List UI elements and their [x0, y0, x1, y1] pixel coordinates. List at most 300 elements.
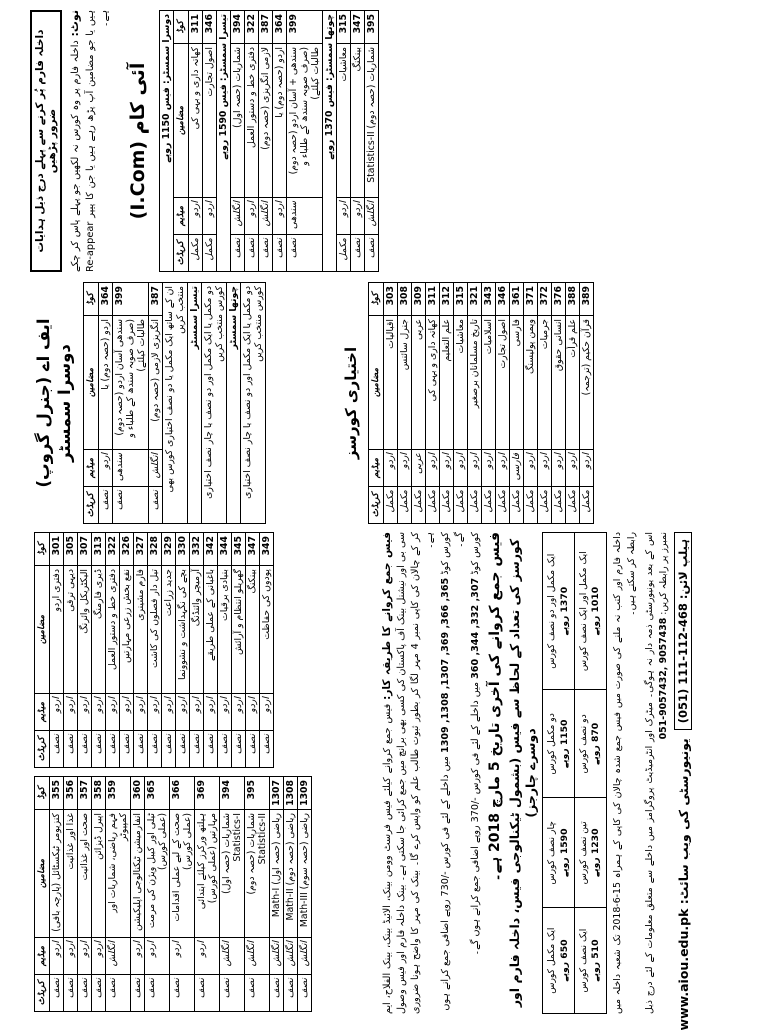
course-subject: گھریلو انتظام و آرائش: [232, 566, 246, 694]
course-subject: غذا اور غذائیت: [64, 810, 78, 938]
course-credit: نصف: [149, 487, 163, 524]
extra-fee-730-post: میں داخلے کے لئے فی کورس -/730 روپے اضافی جمع کرانے ہوں گے۔: [439, 532, 465, 1011]
course-subject: شماریات (حصہ اول): [231, 44, 245, 198]
table-row: [50, 533, 64, 768]
course-code: 364: [99, 283, 113, 316]
course-code: 327: [134, 533, 148, 566]
course-medium: اردو: [131, 938, 145, 975]
course-credit: نصف: [78, 975, 92, 1012]
table-row: [134, 533, 148, 768]
course-medium: اردو: [189, 198, 203, 235]
course-code: 388: [566, 283, 580, 316]
course-medium: سندھی: [113, 450, 149, 487]
course-credit: نصف: [273, 235, 287, 272]
course-code: 399: [287, 11, 323, 44]
course-subject: اردو (حصہ دوم) یا: [273, 44, 287, 198]
course-credit: مکمل: [412, 487, 426, 524]
merged-note-row: دو مکمل یا ایک مکمل اور دو نصف یا چار نصف اختیاری کورس منتخب کریں: [241, 283, 266, 524]
course-credit: نصف: [365, 235, 379, 272]
course-medium: اردو: [468, 450, 482, 487]
course-code: 344: [218, 533, 232, 566]
course-code: 359: [106, 777, 131, 810]
table-row: [195, 777, 220, 1012]
table-row: [482, 283, 496, 524]
course-code: 355: [50, 777, 64, 810]
extra-fee-370-pre: کورس کوڈ: [469, 532, 481, 575]
course-credit: مکمل: [496, 487, 510, 524]
table-row: [440, 283, 454, 524]
course-medium: اردو: [524, 450, 538, 487]
table-row: [64, 533, 78, 768]
course-medium: اردو: [384, 450, 398, 487]
fee-section: [380, 532, 692, 1030]
course-credit: نصف: [134, 731, 148, 768]
course-subject: معاشیات: [337, 44, 351, 198]
course-medium: اردو: [106, 694, 120, 731]
table-row: [92, 533, 106, 768]
course-credit: نصف: [260, 731, 274, 768]
course-code: 395: [245, 777, 270, 810]
semester-bar: دوسرا سمسٹر: فیس 1150 روپے: [160, 11, 174, 272]
header-row: [369, 283, 384, 524]
course-credit: نصف: [145, 975, 170, 1012]
course-code: 309: [412, 283, 426, 316]
course-credit: مکمل: [566, 487, 580, 524]
course-subject: جنرل سائنس: [398, 316, 412, 450]
column-header: میڈیم: [35, 938, 50, 975]
course-code: 328: [148, 533, 162, 566]
course-code: 387: [259, 11, 273, 44]
fa-semester-table: [83, 282, 266, 524]
course-credit: نصف: [195, 975, 220, 1012]
course-code: 394: [220, 777, 245, 810]
course-code: 366: [170, 777, 195, 810]
course-code: 358: [92, 777, 106, 810]
course-credit: نصف: [113, 487, 149, 524]
course-code: 360: [131, 777, 145, 810]
course-medium: اردو: [337, 198, 351, 235]
course-subject: دفتری خط و دستور العمل: [245, 44, 259, 198]
table-row: [220, 777, 245, 1012]
course-code: 301: [50, 533, 64, 566]
header-row: [35, 533, 50, 768]
course-subject: صحت اور غذائیت: [78, 810, 92, 938]
website-label: یونیورسٹی کی ویب سائٹ:: [675, 738, 691, 905]
course-medium: اردو: [218, 694, 232, 731]
course-subject: بنیادی برقیات: [218, 566, 232, 694]
course-subject: اصول تجارت: [496, 316, 510, 450]
course-credit: نصف: [148, 731, 162, 768]
table-row: [246, 533, 260, 768]
course-medium: اردو: [195, 938, 220, 975]
table-row: [245, 11, 259, 272]
semester-bar: تیسرا سمسٹر: [188, 283, 202, 524]
contact-row: [674, 532, 692, 1030]
course-medium: اردو: [78, 938, 92, 975]
table-row: [176, 533, 190, 768]
course-medium: اردو: [398, 450, 412, 487]
table-row: [398, 283, 412, 524]
column-header: میڈیم: [35, 694, 50, 731]
course-credit: نصف: [64, 975, 78, 1012]
course-subject: فارسی: [510, 316, 524, 450]
table-row: [284, 777, 298, 1012]
course-subject: انفارمیشن ٹیکنالوجی اپلیکیشن: [131, 810, 145, 938]
course-subject: شماریات (حصہ اول) Statistics-I: [220, 810, 245, 938]
course-credit: نصف: [106, 731, 120, 768]
course-subject: اپیرل ڈیزائن: [92, 810, 106, 938]
course-credit: نصف: [259, 235, 273, 272]
course-medium: اردو: [204, 694, 218, 731]
table-row: [218, 533, 232, 768]
course-credit: مکمل: [440, 487, 454, 524]
note-text: داخلہ فارم پر وہ کورس نہ لکھیں جو پہلے پاس کر چکے ہیں یا جو مضامین آپ پڑھ رہے ہیں یا جن کا پیپر Re-appear ہے۔: [70, 10, 111, 272]
optional-full-credit-table: [368, 282, 594, 524]
course-code: 326: [120, 533, 134, 566]
course-medium: انگلش: [298, 938, 312, 975]
course-medium: انگلش: [231, 198, 245, 235]
course-credit: نصف: [176, 731, 190, 768]
course-code: 1309: [298, 777, 312, 810]
course-medium: انگلش: [149, 450, 163, 487]
course-credit: نصف: [92, 975, 106, 1012]
fa-title: [34, 282, 75, 524]
course-code: 356: [64, 777, 78, 810]
extra-fee-370-line: [469, 532, 483, 1014]
course-medium: سندھی: [287, 198, 323, 235]
course-medium: اردو: [260, 694, 274, 731]
column-header: کوڈ: [35, 777, 50, 810]
table-row: [92, 777, 106, 1012]
course-code: 315: [337, 11, 351, 44]
website-line: [676, 738, 691, 1030]
course-medium: اردو: [351, 198, 365, 235]
course-subject: جدید زراعت: [162, 566, 176, 694]
course-credit: مکمل: [426, 487, 440, 524]
course-code: 346: [496, 283, 510, 316]
table-row: [50, 777, 64, 1012]
course-medium: انگلش: [365, 198, 379, 235]
table-row: [149, 283, 163, 524]
course-subject: اقبالیات: [384, 316, 398, 450]
course-medium: اردو: [232, 694, 246, 731]
course-credit: نصف: [170, 975, 195, 1012]
course-medium: اردو: [120, 694, 134, 731]
semester-bar: چوتھا سمسٹر: فیس 1370 روپے: [323, 11, 337, 272]
table-row: [78, 777, 92, 1012]
course-credit: نصف: [106, 975, 131, 1012]
course-code: 311: [426, 283, 440, 316]
course-subject: تاریخ مسلمانان برصغیر: [468, 316, 482, 450]
course-code: 1308: [284, 777, 298, 810]
column-header: کوڈ: [84, 283, 99, 316]
instructions-icom-column: [30, 10, 379, 272]
column-header: کریڈٹ: [35, 975, 50, 1012]
course-code: 313: [92, 533, 106, 566]
course-code: 394: [231, 11, 245, 44]
course-subject: دیہی ترقی: [64, 566, 78, 694]
course-credit: مکمل: [468, 487, 482, 524]
course-subject: الیکٹریکل وائرنگ: [78, 566, 92, 694]
table-row: [259, 11, 273, 272]
course-credit: مکمل: [538, 487, 552, 524]
course-subject: دفتری اردو: [50, 566, 64, 694]
course-code: 389: [580, 283, 594, 316]
course-medium: اردو: [552, 450, 566, 487]
course-credit: مکمل: [552, 487, 566, 524]
fee-cell: ایک مکمل اور دو نصف کورس 1370 روپے: [543, 533, 575, 690]
course-code: 371: [524, 283, 538, 316]
table-row: [412, 283, 426, 524]
course-credit: مکمل: [384, 487, 398, 524]
course-medium: اردو: [92, 938, 106, 975]
fee-cell: دو نصف کورس 870 روپے: [575, 690, 607, 798]
table-row: [231, 11, 245, 272]
course-subject: جرمیات: [538, 316, 552, 450]
course-subject: علم التعلیم: [440, 316, 454, 450]
fa-title-line1: ایف اے (جنرل گروپ): [34, 318, 53, 488]
extra-fee-730-codes: 365, 366, 369, 1307, 1308, 1309: [439, 577, 451, 753]
table-row: [454, 283, 468, 524]
course-subject: تیل دار فصلوں کی کاشت: [148, 566, 162, 694]
course-subject: سندھی + آسان اردو (حصہ دوم) (صرف صوبہ سندھ کے طلباء و طالبات کیلئے): [287, 44, 323, 198]
course-medium: اردو: [454, 450, 468, 487]
table-row: [384, 283, 398, 524]
course-subject: انسانی حقوق: [552, 316, 566, 450]
column-header: کوڈ: [174, 11, 189, 44]
course-subject: بچے کی نگہداشت و نشوونما: [176, 566, 190, 694]
course-subject: ڈیری فارمنگ: [92, 566, 106, 694]
column-header: کریڈٹ: [369, 487, 384, 524]
table-row: [203, 11, 217, 272]
course-medium: اردو: [148, 694, 162, 731]
column-header: مضامین: [84, 316, 99, 450]
course-subject: اصول تجارت: [203, 44, 217, 198]
table-row: [232, 533, 246, 768]
fee-deadline: فیس جمع کروانے کی آخری تاریخ 5 مارچ 2018 ہے۔: [486, 532, 503, 882]
fee-method-lead: فیس جمع کروانے کا طریقہ کار:: [381, 532, 393, 700]
course-subject: باغبانی کے عملی طریقے: [204, 566, 218, 694]
fee-method-text: فیس جمع کروانے کیلئے فیس فرسٹ وومن بینک، الائیڈ بینک، بینک الفلاح، ایم سی بی اور نیشنل بینک آف پاکستان کی کسی بھی برانچ میں جمع کرائی جا سکتی ہے۔ بینک داخلہ فارم اور فیس وصول کر کے چالان کی کاپی نمبر 4 مہر لگا کر بطور ثبوت طالب علم کو واپس کرے گا۔ بینک کی مہر کا واضح ہونا ضروری ہے۔: [382, 532, 436, 1014]
course-medium: انگلش: [259, 198, 273, 235]
course-subject: صحت کے لیے عملی اقدامات (عملی کورس): [170, 810, 195, 938]
course-credit: نصف: [131, 975, 145, 1012]
course-code: 305: [64, 533, 78, 566]
table-row: [170, 777, 195, 1012]
optional-half-table-b: [34, 776, 312, 1012]
course-code: 342: [204, 533, 218, 566]
column-header: میڈیم: [174, 198, 189, 235]
course-credit: نصف: [298, 975, 312, 1012]
course-medium: اردو: [50, 694, 64, 731]
helpline-label: ہیلپ لائن:: [676, 539, 691, 600]
table-row: [113, 283, 149, 524]
course-credit: نصف: [92, 731, 106, 768]
column-header: مضامین: [174, 44, 189, 198]
course-medium: اردو: [64, 938, 78, 975]
course-code: 322: [106, 533, 120, 566]
table-row: [468, 283, 482, 524]
table-row: [580, 283, 594, 524]
course-credit: نصف: [231, 235, 245, 272]
course-subject: بینکنگ: [351, 44, 365, 198]
course-credit: نصف: [99, 487, 113, 524]
course-code: 307: [78, 533, 92, 566]
helpline-box: [674, 532, 692, 730]
column-header: مضامین: [35, 810, 50, 938]
contact-phone-numbers: 051-9057432, 9057438: [658, 617, 670, 740]
course-medium: اردو: [482, 450, 496, 487]
course-code: 365: [145, 777, 170, 810]
fee-row: [575, 533, 607, 1014]
course-subject: ریاضی (حصہ اول) Math-I: [270, 810, 284, 938]
course-subject: کھاتہ داری و بہی کی: [426, 316, 440, 450]
table-row: [552, 283, 566, 524]
fee-amount-table: [542, 532, 607, 1014]
table-row: [190, 533, 204, 768]
course-subject: قرآن حکیم (ترجمہ): [580, 316, 594, 450]
table-row: [510, 283, 524, 524]
course-medium: اردو: [176, 694, 190, 731]
column-header: کوڈ: [35, 533, 50, 566]
course-medium: اردو: [538, 450, 552, 487]
fee-row: [543, 533, 575, 1014]
course-credit: مکمل: [524, 487, 538, 524]
course-medium: اردو: [580, 450, 594, 487]
course-code: 347: [351, 11, 365, 44]
course-credit: نصف: [64, 731, 78, 768]
table-row: [566, 283, 580, 524]
course-subject: فہم ریاضی، شماریات اور کمپیوٹر: [106, 810, 131, 938]
table-row: [260, 533, 274, 768]
course-subject: عربی: [412, 316, 426, 450]
course-subject: شماریات (حصہ دوم) Statistics-II: [245, 810, 270, 938]
course-medium: اردو: [92, 694, 106, 731]
course-code: 332: [190, 533, 204, 566]
table-row: [189, 11, 203, 272]
course-code: 303: [384, 283, 398, 316]
course-subject: ہیلتھ ورکرز کیلئے ابتدائی مہارتیں (عملی کورس): [195, 810, 220, 938]
course-code: 372: [538, 283, 552, 316]
fee-cell: ایک مکمل کورس 650 روپے: [543, 908, 575, 1014]
bottom-note-2-text: اس کے بعد یونیورسٹی ذمہ دار نہ ہوگی۔ میٹرک اور انٹرمیڈیٹ پروگرامز میں داخلے سے متعلق معلومات کے لئے درج ذیل نمبرز پر رابطہ کریں:: [644, 532, 670, 1014]
course-subject: علم قرأت: [566, 316, 580, 450]
course-credit: نصف: [78, 731, 92, 768]
course-subject: آرمیچر وائنڈنگ: [190, 566, 204, 694]
table-row: [365, 11, 379, 272]
course-subject: اردو (حصہ دوم) یا: [99, 316, 113, 450]
semester-bar: چوتھا سمسٹر: [227, 283, 241, 524]
table-row: [204, 533, 218, 768]
course-code: 315: [454, 283, 468, 316]
course-code: 329: [162, 533, 176, 566]
table-row: [78, 533, 92, 768]
optional-courses-title: اختیاری کورسز: [342, 346, 360, 460]
bottom-note-1: داخلہ فارم اور کتب نہ ملنے کی صورت میں فیس جمع شدہ چالان کی کاپی کے ہمراہ 15-6-2018 تک شعبہ داخلہ میں رابطہ کر سکتے ہیں۔: [611, 532, 637, 1014]
course-medium: اردو: [50, 938, 64, 975]
course-code: 364: [273, 11, 287, 44]
table-row: [148, 533, 162, 768]
extra-fee-370-codes: 307, 332, 344, 360: [469, 577, 481, 679]
course-medium: اردو: [78, 694, 92, 731]
course-credit: نصف: [120, 731, 134, 768]
fee-cell: دو مکمل کورس 1150 روپے: [543, 690, 575, 798]
course-credit: مکمل: [203, 235, 217, 272]
course-code: 346: [203, 11, 217, 44]
note-paragraph: [67, 10, 113, 272]
course-credit: نصف: [245, 235, 259, 272]
course-medium: اردو: [426, 450, 440, 487]
table-row: [298, 777, 312, 1012]
course-credit: مکمل: [189, 235, 203, 272]
course-medium: اردو: [566, 450, 580, 487]
course-credit: نصف: [232, 731, 246, 768]
icom-semester-table: [159, 10, 379, 272]
course-credit: مکمل: [482, 487, 496, 524]
course-subject: دفتری خط و دستور العمل: [106, 566, 120, 694]
course-code: 357: [78, 777, 92, 810]
extra-fee-370-post: میں داخلے کے لئے فی کورس -/370 روپے اضافی جمع کرانے ہوں گے۔: [469, 681, 481, 956]
table-row: [131, 777, 145, 1012]
course-subject: نفع بخش زرعی مہارتیں: [120, 566, 134, 694]
table-row: [99, 283, 113, 524]
course-subject: معاشیات: [454, 316, 468, 450]
course-credit: نصف: [245, 975, 270, 1012]
course-code: 311: [189, 11, 203, 44]
course-code: 312: [440, 283, 454, 316]
course-credit: نصف: [220, 975, 245, 1012]
fee-cell: چار نصف کورس 1590 روپے: [543, 798, 575, 908]
course-subject: فارم مشینری: [134, 566, 148, 694]
course-subject: انگریزی لازمی (حصہ دوم): [149, 316, 163, 450]
course-medium: عربی: [412, 450, 426, 487]
course-credit: مکمل: [398, 487, 412, 524]
course-medium: اردو: [273, 198, 287, 235]
course-medium: اردو: [145, 938, 170, 975]
table-row: [106, 533, 120, 768]
header-row: [174, 11, 189, 272]
table-row: [145, 777, 170, 1012]
course-medium: اردو: [190, 694, 204, 731]
course-code: 330: [176, 533, 190, 566]
course-credit: نصف: [50, 731, 64, 768]
course-code: 308: [398, 283, 412, 316]
table-row: [538, 283, 552, 524]
course-credit: مکمل: [510, 487, 524, 524]
course-subject: پودوں کی حفاظت: [260, 566, 274, 694]
table-row: [245, 777, 270, 1012]
table-row: [270, 777, 284, 1012]
course-code: 322: [245, 11, 259, 44]
course-medium: انگلش: [245, 938, 270, 975]
course-code: 395: [365, 11, 379, 44]
table-row: [162, 533, 176, 768]
extra-fee-730-line: [439, 532, 467, 1014]
course-medium: اردو: [245, 198, 259, 235]
icom-title: آئی کام (I.Com): [127, 62, 150, 220]
table-row: [273, 11, 287, 272]
column-header: کریڈٹ: [174, 235, 189, 272]
course-medium: اردو: [246, 694, 260, 731]
course-code: 376: [552, 283, 566, 316]
fee-cell: ایک نصف کورس 510 روپے: [575, 908, 607, 1014]
course-medium: انگلش: [106, 938, 131, 975]
fa-column: [34, 282, 266, 524]
column-header: مضامین: [35, 566, 50, 694]
fee-cell: تین نصف کورس 1230 روپے: [575, 798, 607, 908]
table-row: [337, 11, 351, 272]
note-label: نوٹ:: [68, 10, 81, 37]
